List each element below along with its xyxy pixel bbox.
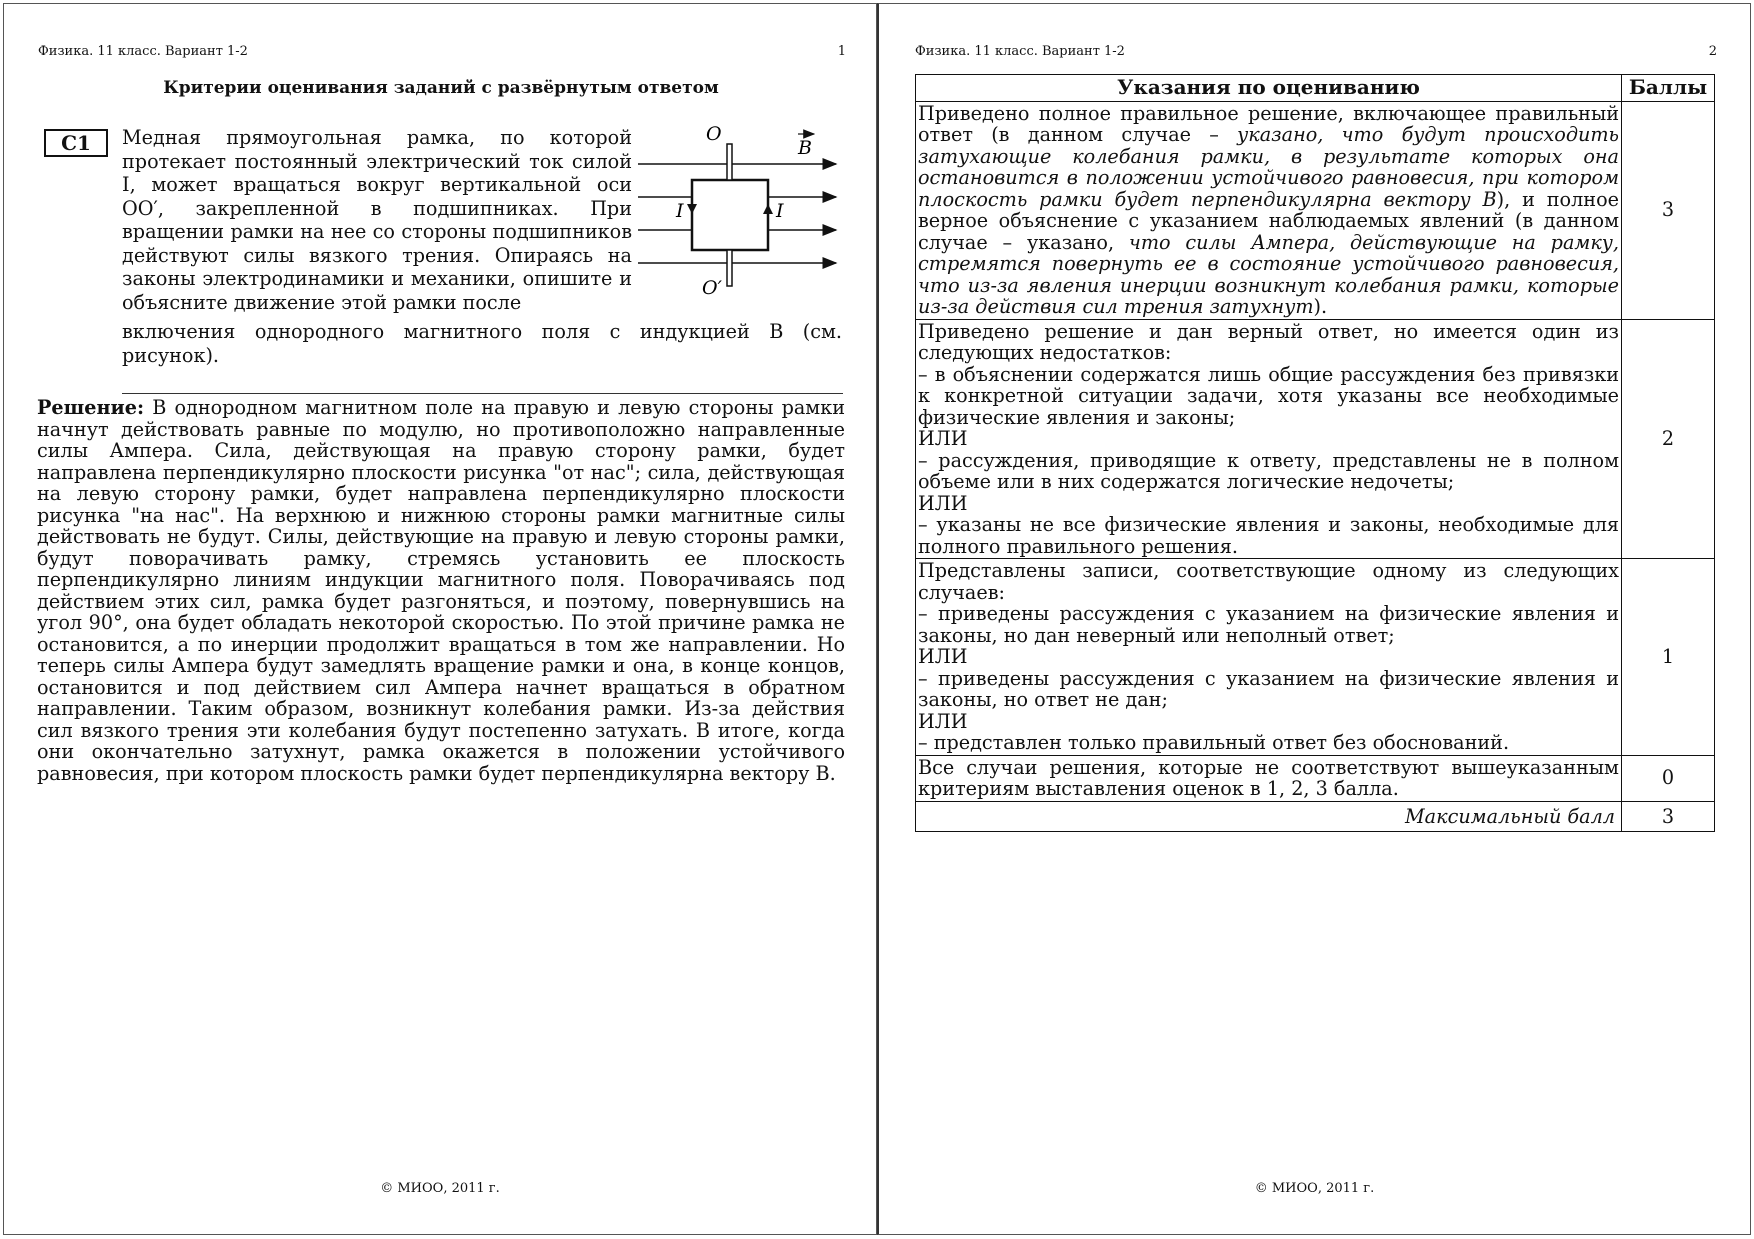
criteria-table — [915, 74, 1715, 832]
criteria-cell — [916, 319, 1622, 559]
max-score-label: Максимальный балл — [916, 801, 1622, 832]
criteria-cell — [916, 559, 1622, 756]
frame-rect — [692, 180, 768, 250]
frame-diagram — [634, 124, 854, 304]
task-label: С1 — [44, 129, 108, 157]
table-header-row — [916, 75, 1715, 102]
label-i-right: I — [776, 200, 784, 222]
label-i-left: I — [676, 200, 684, 222]
label-o-prime: O′ — [702, 277, 722, 299]
criteria-or: ИЛИ — [918, 427, 968, 450]
page-header: Физика. 11 класс. Вариант 1-2 — [915, 44, 1125, 59]
criteria-text: Представлены записи, соответствующие одному из следующих случаев: — [918, 559, 1619, 604]
points-cell: 3 — [1622, 101, 1715, 319]
criteria-text-italic: указано, что будут происходить затухающие колебания рамки, в результате которых она остановится в положении устойчивого равновесия, при котором плоскость рамки будет перпендикулярна вектору B — [918, 123, 1619, 211]
criteria-item: – указаны не все физические явления и законы, необходимые для полного правильного решения. — [918, 513, 1619, 558]
table-row — [916, 319, 1715, 559]
left-page — [3, 3, 877, 1235]
axis-bottom — [727, 250, 732, 286]
max-score-row — [916, 801, 1715, 832]
solution-label: Решение: — [37, 396, 145, 419]
label-b: B — [798, 137, 812, 159]
criteria-or: ИЛИ — [918, 491, 968, 515]
solution-block — [37, 397, 845, 784]
col-header-criteria: Указания по оцениванию — [916, 75, 1622, 102]
criteria-item: – приведены рассуждения с указанием на физические явления и законы, но дан неверный или неполный ответ; — [918, 602, 1619, 647]
criteria-text-italic: что силы Ампера, действующие на рамку, стремятся повернуть ее в состояние устойчивого равновесия, что из-за явления инерции возникнут колебания рамки, которые из-за действия сил трения затухнут — [918, 230, 1620, 318]
task-text: Медная прямоугольная рамка, по которой протекает постоянный электрический ток силой I, может вращаться вокруг вертикальной оси OO′, закрепленной в подшипниках. При вращении рамки на нее со стороны подшипников действуют силы вязкого трения. Опираясь на законы электродинамики и механики, опишите и объясните движение этой рамки после — [122, 126, 632, 314]
points-cell: 1 — [1622, 559, 1715, 756]
criteria-text: Приведено решение и дан верный ответ, но имеется один из следующих недостатков: — [918, 319, 1619, 364]
page-footer: © МИОО, 2011 г. — [1254, 1181, 1375, 1196]
page-header: Физика. 11 класс. Вариант 1-2 — [38, 44, 248, 59]
criteria-item: – приведены рассуждения с указанием на физические явления и законы, но ответ не дан; — [918, 666, 1619, 711]
criteria-cell — [916, 101, 1622, 319]
page-number: 1 — [837, 44, 846, 59]
criteria-text: ). — [1313, 295, 1328, 318]
right-page — [877, 3, 1751, 1235]
task-text-tail: включения однородного магнитного поля с индукцией B (см. рисунок). — [122, 320, 842, 367]
table-row — [916, 559, 1715, 756]
criteria-or: ИЛИ — [918, 645, 968, 668]
col-header-points: Баллы — [1622, 75, 1715, 102]
page-number: 2 — [1708, 44, 1717, 59]
max-score-value: 3 — [1622, 801, 1715, 832]
criteria-or: ИЛИ — [918, 709, 968, 733]
criteria-item: – рассуждения, приводящие к ответу, представлены не в полном объеме или в них содержатся логические недочеты; — [918, 448, 1619, 493]
criteria-item: – в объяснении содержатся лишь общие рассуждения без привязки к конкретной ситуации задачи, хотя указаны все необходимые физические явления и законы; — [918, 362, 1619, 429]
table-row — [916, 101, 1715, 319]
points-cell: 0 — [1622, 755, 1715, 801]
solution-text: В однородном магнитном поле на правую и левую стороны рамки начнут действовать равные по модулю, но противоположно направленные силы Ампера. Сила, действующая на правую сторону рамки, будет направлена перпендикулярно плоскости рисунка "от нас"; сила, действующая на левую сторону рамки, будет направлена перпендикулярно плоскости рисунка "на нас". На верхнюю и нижнюю стороны рамки магнитные силы действовать не будут. Силы, действующие на правую и левую стороны рамки, будут поворачивать рамку, стремясь установить ее плоскость перпендикулярно линиям индукции магнитного поля. Поворачиваясь под действием этих сил, рамка будет разгоняться, и поэтому, повернувшись на угол 90°, она будет обладать некоторой скоростью. По этой причине рамка не остановится, а по инерции продолжит вращаться в том же направлении. Но теперь силы Ампера будут замедлять вращение рамки и она, в конце концов, остановится и под действием сил Ампера начнет вращаться в обратном направлении. Таким образом, возникнут колебания рамки. Из-за действия сил вязкого трения эти колебания будут постепенно затухать. В итоге, когда они окончательно затухнут, рамка окажется в положении устойчивого равновесия, при котором плоскость рамки будет перпендикулярна вектору B. — [37, 396, 845, 785]
separator-line — [122, 393, 843, 394]
page-title: Критерии оценивания заданий с развёрнутым ответом — [163, 78, 719, 98]
criteria-item: – представлен только правильный ответ без обоснований. — [918, 731, 1510, 754]
criteria-text: Приведено полное правильное решение, включающее правильный ответ (в данном случае – — [918, 101, 1619, 146]
criteria-cell: Все случаи решения, которые не соответствуют вышеуказанным критериям выставления оценок в 1, 2, 3 балла. — [916, 755, 1622, 801]
axis-top — [727, 144, 732, 180]
criteria-text: ), и полное верное объяснение с указанием наблюдаемых явлений (в данном случае – указано, — [918, 187, 1619, 254]
label-o: O — [706, 124, 722, 145]
points-cell: 2 — [1622, 319, 1715, 559]
table-row — [916, 755, 1715, 801]
page-footer: © МИОО, 2011 г. — [380, 1181, 500, 1196]
